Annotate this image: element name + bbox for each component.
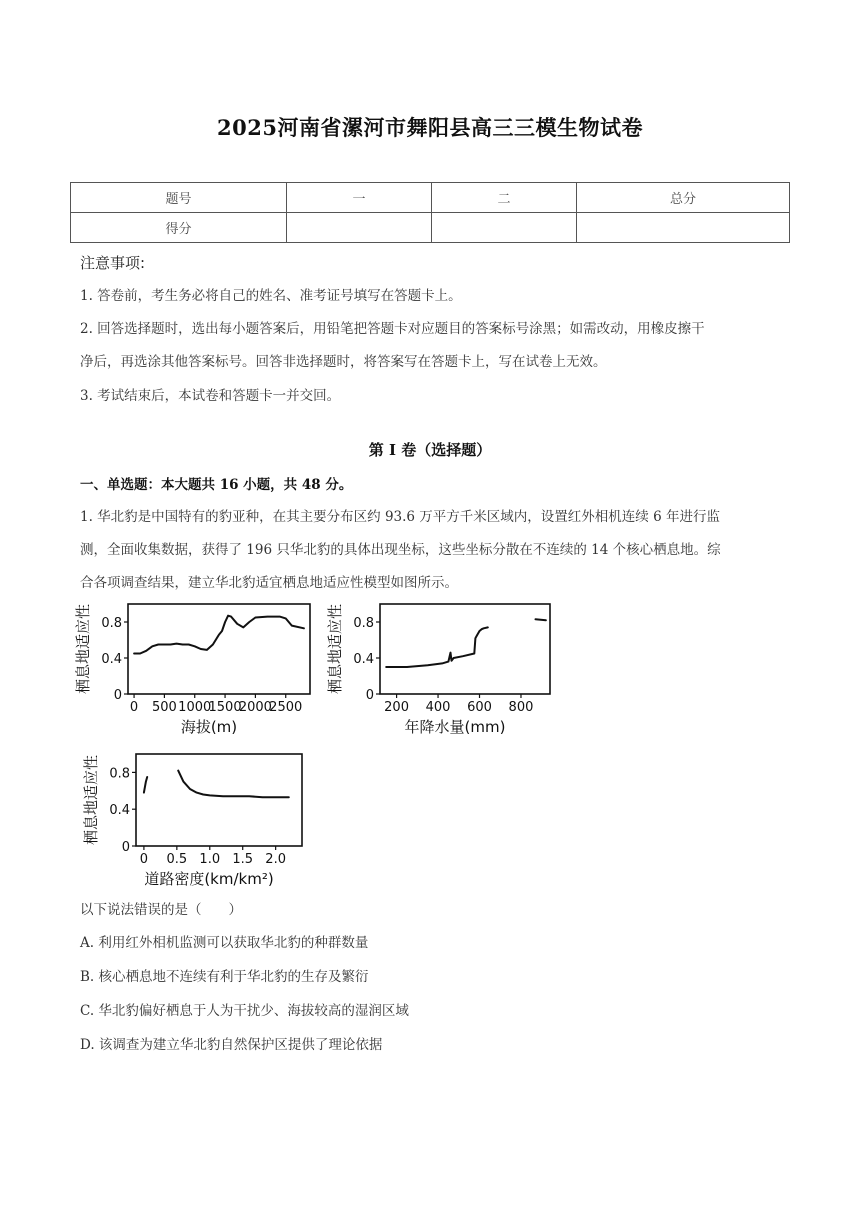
y-axis-label: 栖息地适应性 <box>326 603 344 695</box>
score-cell-total[interactable] <box>577 213 790 243</box>
chart-svg <box>80 748 310 896</box>
notice-item: 净后，再选涂其他答案标号。回答非选择题时，将答案写在答题卡上，写在试卷上无效。 <box>80 354 607 370</box>
plot-frame <box>136 754 302 846</box>
part-title: 一、单选题：本大题共 16 小题，共 48 分。 <box>80 477 353 493</box>
score-table-header-cell: 题号 <box>71 183 287 213</box>
y-tick-label: 0.8 <box>353 616 374 631</box>
question-prompt: 以下说法错误的是（ ） <box>80 902 242 918</box>
y-tick-label: 0 <box>121 840 130 855</box>
score-table-header-cell: 一 <box>287 183 432 213</box>
score-table-header-cell: 二 <box>432 183 577 213</box>
y-tick-label: 0.8 <box>101 616 122 631</box>
x-tick-label: 1500 <box>208 700 242 715</box>
x-tick-label: 600 <box>467 700 492 715</box>
score-table-header-cell: 总分 <box>577 183 790 213</box>
chart-altitude <box>70 598 330 746</box>
x-axis-label: 年降水量(mm) <box>404 718 506 736</box>
x-tick-label: 200 <box>384 700 409 715</box>
x-tick-label: 2.0 <box>265 852 286 867</box>
score-table-header-row <box>71 183 790 213</box>
series-line <box>386 627 488 667</box>
y-tick-label: 0.4 <box>101 652 122 667</box>
question-stem-line: 测，全面收集数据，获得了 196 只华北豹的具体出现坐标，这些坐标分散在不连续的 14 个核心栖息地。综 <box>80 542 721 558</box>
x-tick-label: 500 <box>151 700 177 715</box>
x-tick-label: 1.0 <box>199 852 221 867</box>
notice-item: 1. 答卷前，考生务必将自己的姓名、准考证号填写在答题卡上。 <box>80 288 462 304</box>
score-row-label: 得分 <box>71 213 287 243</box>
series-line <box>134 616 304 654</box>
x-tick-label: 0.5 <box>166 852 188 867</box>
y-tick-label: 0.8 <box>109 766 130 782</box>
chart-precipitation <box>326 598 560 746</box>
x-tick-label: 0 <box>139 852 149 867</box>
score-cell-2[interactable] <box>432 213 577 243</box>
question-stem-line: 合各项调查结果，建立华北豹适宜栖息地适应性模型如图所示。 <box>80 575 458 591</box>
x-tick-label: 2500 <box>269 700 303 715</box>
y-axis-label: 栖息地适应性 <box>74 603 92 695</box>
y-tick-label: 0.4 <box>109 803 130 819</box>
y-tick-label: 0 <box>113 688 122 703</box>
series-line <box>536 619 546 620</box>
option-d[interactable]: D. 该调查为建立华北豹自然保护区提供了理论依据 <box>80 1037 383 1053</box>
option-c[interactable]: C. 华北豹偏好栖息于人为干扰少、海拔较高的湿润区域 <box>80 1003 409 1019</box>
question-stem-line: 1. 华北豹是中国特有的豹亚种，在其主要分布区约 93.6 万平方千米区域内，设置红外相机连续 6 年进行监 <box>80 509 720 525</box>
chart-svg <box>326 598 560 746</box>
x-tick-label: 1000 <box>178 700 212 715</box>
x-tick-label: 0 <box>129 700 139 715</box>
notice-item: 2. 回答选择题时，选出每小题答案后，用铅笔把答题卡对应题目的答案标号涂黑；如需改动，用橡皮擦干 <box>80 321 705 337</box>
x-axis-label: 道路密度(km/km²) <box>144 870 274 888</box>
y-axis-label: 栖息地适应性 <box>82 754 100 846</box>
y-tick-label: 0 <box>365 688 374 703</box>
document-title: 2025河南省漯河市舞阳县高三三模生物试卷 <box>217 115 643 140</box>
x-tick-label: 400 <box>425 700 451 715</box>
option-a[interactable]: A. 利用红外相机监测可以获取华北豹的种群数量 <box>80 935 369 951</box>
x-axis-label: 海拔(m) <box>180 718 238 736</box>
series-line <box>178 771 289 798</box>
series-line <box>144 777 147 793</box>
notice-item: 3. 考试结束后，本试卷和答题卡一并交回。 <box>80 388 341 404</box>
score-cell-1[interactable] <box>287 213 432 243</box>
score-table <box>70 182 790 243</box>
x-tick-label: 800 <box>508 700 534 715</box>
y-tick-label: 0.4 <box>353 652 374 667</box>
x-tick-label: 2000 <box>238 700 272 715</box>
option-b[interactable]: B. 核心栖息地不连续有利于华北豹的生存及繁衍 <box>80 969 369 985</box>
plot-frame <box>380 604 550 694</box>
x-tick-label: 1.5 <box>232 852 254 867</box>
score-table-score-row <box>71 213 790 243</box>
notice-heading: 注意事项: <box>80 254 146 272</box>
chart-road-density <box>80 748 310 896</box>
chart-svg <box>70 598 330 746</box>
section-title: 第 I 卷（选择题） <box>368 441 492 459</box>
